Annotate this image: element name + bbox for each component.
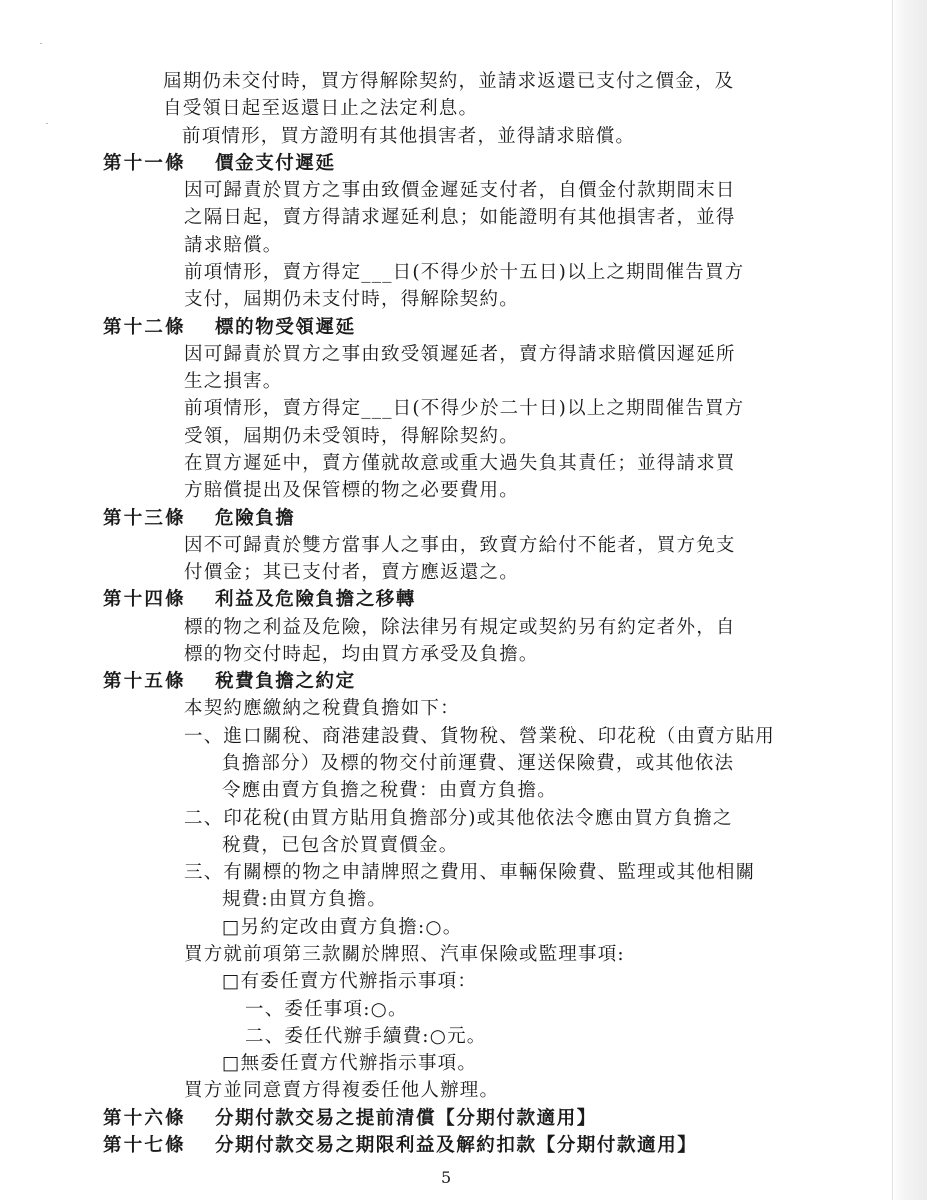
list-item-continuation: 稅費，已包含於買賣價金。 <box>222 835 459 856</box>
list-item: 一、進口關稅、商港建設費、貨物稅、營業稅、印花稅（由賣方貼用 <box>184 726 776 747</box>
checkbox-option: □有委任賣方代辦指示事項： <box>222 971 478 992</box>
article-title: 分期付款交易之期限利益及解約扣款【分期付款適用】 <box>215 1135 698 1156</box>
text-line: 買方並同意賣方得複委任他人辦理。 <box>184 1080 500 1101</box>
text-line: 標的物之利益及危險，除法律另有規定或契約另有約定者外，自 <box>184 617 736 638</box>
article-heading-12 <box>103 316 356 340</box>
article-heading-16 <box>103 1107 597 1131</box>
text-line: 前項情形，買方證明有其他損害者，並得請求賠償。 <box>182 126 636 147</box>
text-line: 前項情形，賣方得定___日(不得少於十五日)以上之期間催告買方 <box>184 262 745 283</box>
article-number: 第十七條 <box>103 1135 186 1156</box>
article-number: 第十四條 <box>103 589 186 610</box>
article-heading-14 <box>103 588 416 612</box>
article-title: 標的物受領遲延 <box>215 317 356 338</box>
article-title: 分期付款交易之提前清償【分期付款適用】 <box>215 1108 597 1129</box>
list-item: 三、有關標的物之申請牌照之費用、車輛保險費、監理或其他相關 <box>184 862 756 883</box>
article-heading-13 <box>103 507 295 531</box>
text-line: 買方就前項第三款關於牌照、汽車保險或監理事項: <box>184 944 625 965</box>
text-line: 屆期仍未交付時，買方得解除契約，並請求返還已支付之價金，及 <box>163 71 735 92</box>
article-title: 稅費負擔之約定 <box>215 671 356 692</box>
page-number: 5 <box>441 1168 452 1187</box>
article-title: 價金支付遲延 <box>215 153 336 174</box>
article-number: 第十一條 <box>103 153 186 174</box>
article-number: 第十五條 <box>103 671 186 692</box>
text-line: 之隔日起，賣方得請求遲延利息；如能證明有其他損害者，並得 <box>184 207 736 228</box>
article-title: 危險負擔 <box>215 508 296 529</box>
text-line: 方賠償提出及保管標的物之必要費用。 <box>184 480 519 501</box>
text-line: 前項情形，賣方得定___日(不得少於二十日)以上之期間催告買方 <box>184 398 745 419</box>
text-line: 支付，屆期仍未支付時，得解除契約。 <box>184 289 519 310</box>
checkbox-option: □無委任賣方代辦指示事項。 <box>222 1053 478 1074</box>
list-item: 二、委任代辦手續費:○元。 <box>245 1026 487 1047</box>
list-item-continuation: 規費:由買方負擔。 <box>222 889 388 910</box>
list-item: 一、委任事項:○。 <box>245 999 408 1020</box>
article-heading-17 <box>103 1134 697 1158</box>
article-heading-11 <box>103 152 336 176</box>
text-line: 請求賠償。 <box>184 235 283 256</box>
checkbox-option: □另約定改由賣方負擔:○。 <box>222 917 463 938</box>
article-number: 第十六條 <box>103 1108 186 1129</box>
text-line: 因不可歸責於雙方當事人之事由，致賣方給付不能者，買方免支 <box>184 535 736 556</box>
article-number: 第十二條 <box>103 317 186 338</box>
text-line: 標的物交付時起，均由買方承受及負擔。 <box>184 644 539 665</box>
text-line: 因可歸責於買方之事由致價金遲延支付者，自價金付款期間末日 <box>184 180 736 201</box>
list-item-continuation: 令應由賣方負擔之稅費：由賣方負擔。 <box>222 780 557 801</box>
text-line: 本契約應繳納之稅費負擔如下： <box>184 698 460 719</box>
text-line: 在買方遲延中，賣方僅就故意或重大過失負其責任；並得請求買 <box>184 453 736 474</box>
text-line: 因可歸責於買方之事由致受領遲延者，賣方得請求賠償因遲延所 <box>184 344 736 365</box>
list-item: 二、印花稅(由買方貼用負擔部分)或其他依法令應由買方負擔之 <box>184 808 733 829</box>
article-heading-15 <box>103 670 356 694</box>
text-line: 生之損害。 <box>184 371 283 392</box>
article-title: 利益及危險負擔之移轉 <box>215 589 417 610</box>
article-number: 第十三條 <box>103 508 186 529</box>
list-item-continuation: 負擔部分）及標的物交付前運費、運送保險費，或其他依法 <box>222 753 735 774</box>
text-line: 自受領日起至返還日止之法定利息。 <box>163 98 479 119</box>
text-line: 受領，屆期仍未受領時，得解除契約。 <box>184 426 519 447</box>
text-line: 付價金；其已支付者，賣方應返還之。 <box>184 562 519 583</box>
